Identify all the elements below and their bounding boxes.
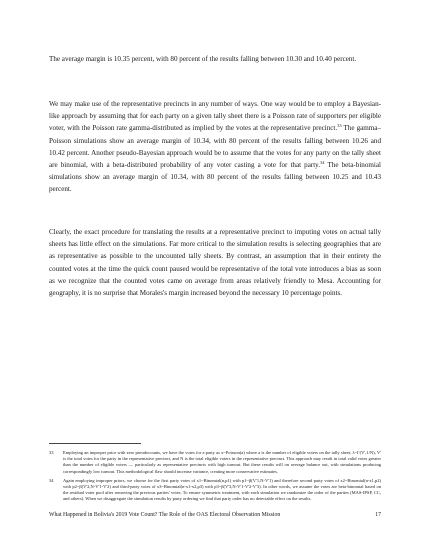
body-paragraph-1: [49, 53, 381, 65]
footnote-34: [49, 478, 381, 503]
paragraph-segment: We may make use of the representative precincts in any number of ways. One way would be to employ a Bayesian-like approach by assuming that for each party on a given tally sheet there is a Poisson rate of supporters per eligible voter, with the Poisson rate gamma-distributed as implied by the votes at the representative precinct.: [49, 100, 381, 133]
paragraph-text: Clearly, the exact procedure for translating the results at a representative precinct to imputing votes on actual tally sheets has little effect on the simulations. Far more critical to the simulation results is selecting geographies that are as representative as possible to the uncounted tally sheets. By contrast, an assumption that in their entirety the counted votes at the time the quick count paused would be representative of the total vote introduces a bias as soon as we recognize that the counted votes came on average from areas relatively friendly to Mesa. Accounting for geography, it is no surprise that Morales's margin increased beyond the necessary 10 percentage points.: [49, 228, 381, 298]
footer-title: What Happened in Bolivia's 2019 Vote Count? The Role of the OAS Electoral Observation Mission: [49, 512, 281, 518]
body-paragraph-2: [49, 98, 381, 196]
footnote-text: Again employing improper priors, we choose for the first party votes of x1~Binomial(n,p1) with p1~β(V'1,N-V'1) and therefore second party votes of x2~Binomial(n-x1,p2) with p2~β(V'2,N-V'1-V'2) and third-party votes of x3~Binomial(n-x1-x2,p3) with p3~β(V'3,N-V'1-V'2-V'3). In other words, we assume the votes are beta-binomial based on the residual voter pool after removing the previous parties' votes. To ensure symmetric treatment, with each simulation we randomize the order of the parties (MAS-IPSP, CC, and others). When we disaggregate the simulation results by party ordering we find that party order has no detectable effect on the results.: [63, 477, 381, 502]
footnote-number: 33: [49, 450, 54, 455]
paragraph-text: [49, 98, 381, 196]
footnote-ref-34[interactable]: 34: [320, 160, 325, 166]
paragraph-segment: The gamma–Poisson simulations show an average margin of 10.34, with 80 percent of the results falling between 10.26 and 10.42 percent. Another pseudo-Bayesian approach would be to assume that the votes for any party on the tally sheet are binomial, with a beta-distributed probability of any voter casting a vote for that party.: [49, 124, 382, 170]
footnote-number: 34: [49, 477, 54, 483]
footnote-ref-33[interactable]: 33: [337, 123, 342, 129]
paragraph-text: The average margin is 10.35 percent, with 80 percent of the results falling between 10.30 and 10.40 percent.: [49, 55, 357, 63]
body-paragraph-3: [49, 226, 381, 299]
page-footer: [49, 511, 381, 519]
footnotes: [49, 450, 381, 506]
page-number: 17: [375, 512, 381, 518]
footnote-text: Employing an improper prior with zero pseudocounts, we have the votes for a party as x~Poisson(a) where a is the number of eligible voters on the tally sheet, λ~Γ(V',1/N), V' is the total votes for the party in the representative precinct, and N is the total eligible voters in the representative precinct. This approach may result in total valid votes greater than the number of eligible voters — particularly as representative precincts with high turnout. But these results will on average balance out, with simulations producing correspondingly low turnout. This methodological flaw should increase variance, creating more conservative estimates.: [63, 450, 381, 474]
footnote-divider: [49, 443, 141, 444]
footnote-33: [49, 450, 381, 475]
paragraph-segment: The beta-binomial simulations show an average margin of 10.34, with 80 percent of the results falling between 10.25 and 10.43 percent.: [49, 161, 381, 194]
